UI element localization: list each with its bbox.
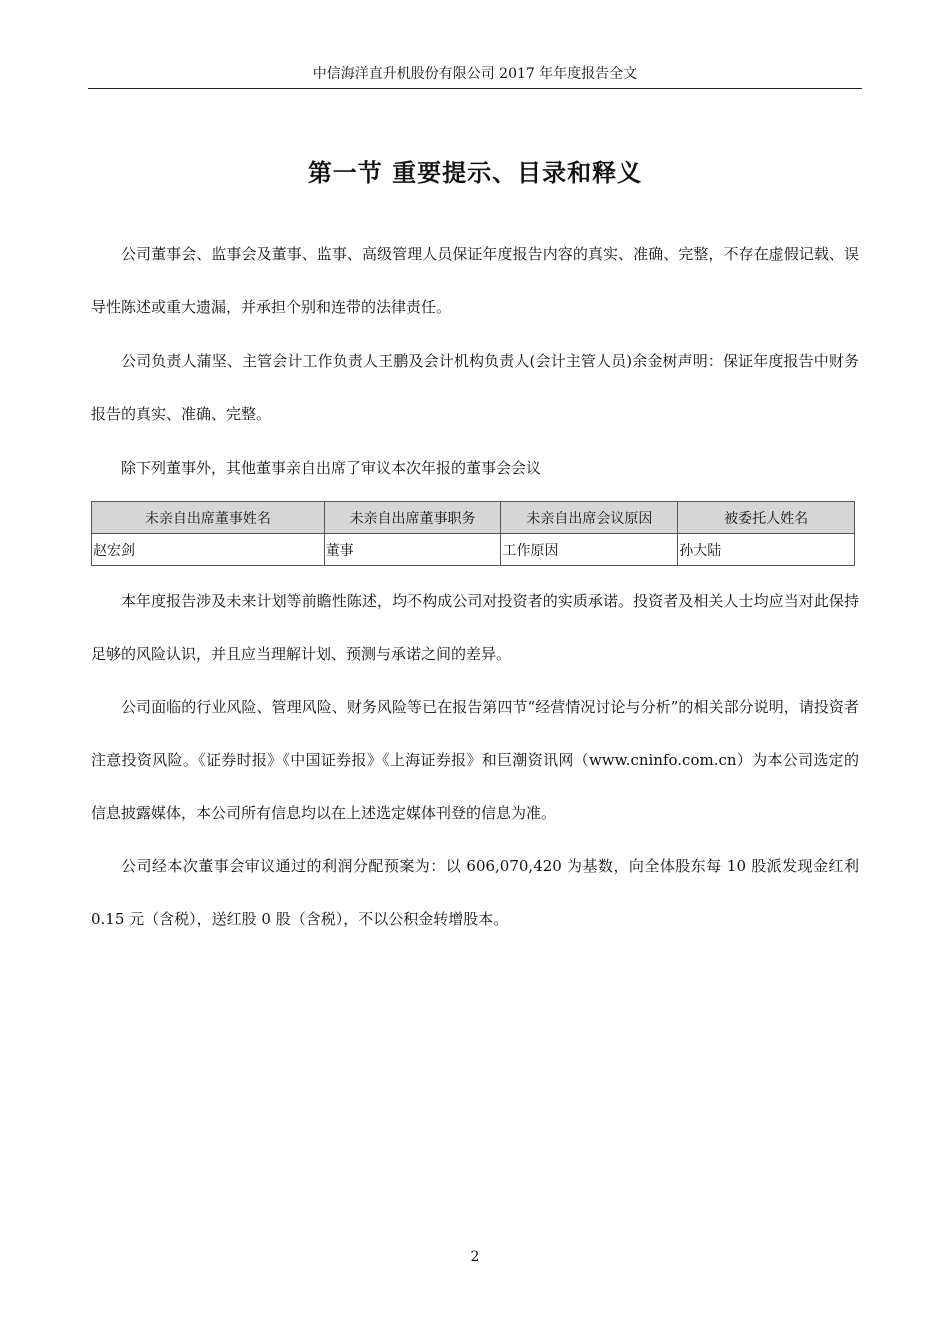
page-number: 2	[470, 1249, 480, 1265]
table-header-row	[92, 502, 855, 534]
cell-director-name: 赵宏剑	[92, 534, 325, 566]
section-title: 第一节 重要提示、目录和释义	[307, 159, 643, 187]
page-header: 中信海洋直升机股份有限公司 2017 年年度报告全文	[312, 66, 638, 82]
paragraph-absent-intro: 除下列董事外，其他董事亲自出席了审议本次年报的董事会会议	[121, 459, 542, 477]
paragraph-profit-distribution: 公司经本次董事会审议通过的利润分配预案为：以 606,070,420 为基数，向全体股东每 10 股派发现金红利 0.15 元（含税），送红股 0 股（含税），不以公积金转增股本。	[91, 857, 859, 928]
header-absent-reason: 未亲自出席会议原因	[501, 502, 678, 534]
header-absent-director-name: 未亲自出席董事姓名	[92, 502, 325, 534]
cell-proxy-name: 孙大陆	[678, 534, 855, 566]
paragraph-risks-media: 公司面临的行业风险、管理风险、财务风险等已在报告第四节“经营情况讨论与分析”的相关部分说明，请投资者注意投资风险。《证券时报》《中国证券报》《上海证券报》和巨潮资讯网（www.cninfo.com.cn）为本公司选定的信息披露媒体，本公司所有信息均以在上述选定媒体刊登的信息为准。	[91, 698, 859, 822]
header-proxy-name: 被委托人姓名	[678, 502, 855, 534]
table-row	[92, 534, 855, 566]
absent-directors-table	[91, 501, 855, 566]
cell-director-position: 董事	[324, 534, 501, 566]
cell-absent-reason: 工作原因	[501, 534, 678, 566]
paragraph-forward-looking: 本年度报告涉及未来计划等前瞻性陈述，均不构成公司对投资者的实质承诺。投资者及相关人士均应当对此保持足够的风险认识，并且应当理解计划、预测与承诺之间的差异。	[91, 592, 859, 663]
header-divider	[88, 88, 862, 89]
paragraph-responsibility: 公司董事会、监事会及董事、监事、高级管理人员保证年度报告内容的真实、准确、完整，不存在虚假记载、误导性陈述或重大遗漏，并承担个别和连带的法律责任。	[91, 245, 859, 316]
header-absent-director-position: 未亲自出席董事职务	[324, 502, 501, 534]
paragraph-declaration: 公司负责人蒲坚、主管会计工作负责人王鹏及会计机构负责人(会计主管人员)余金树声明：保证年度报告中财务报告的真实、准确、完整。	[91, 352, 859, 423]
